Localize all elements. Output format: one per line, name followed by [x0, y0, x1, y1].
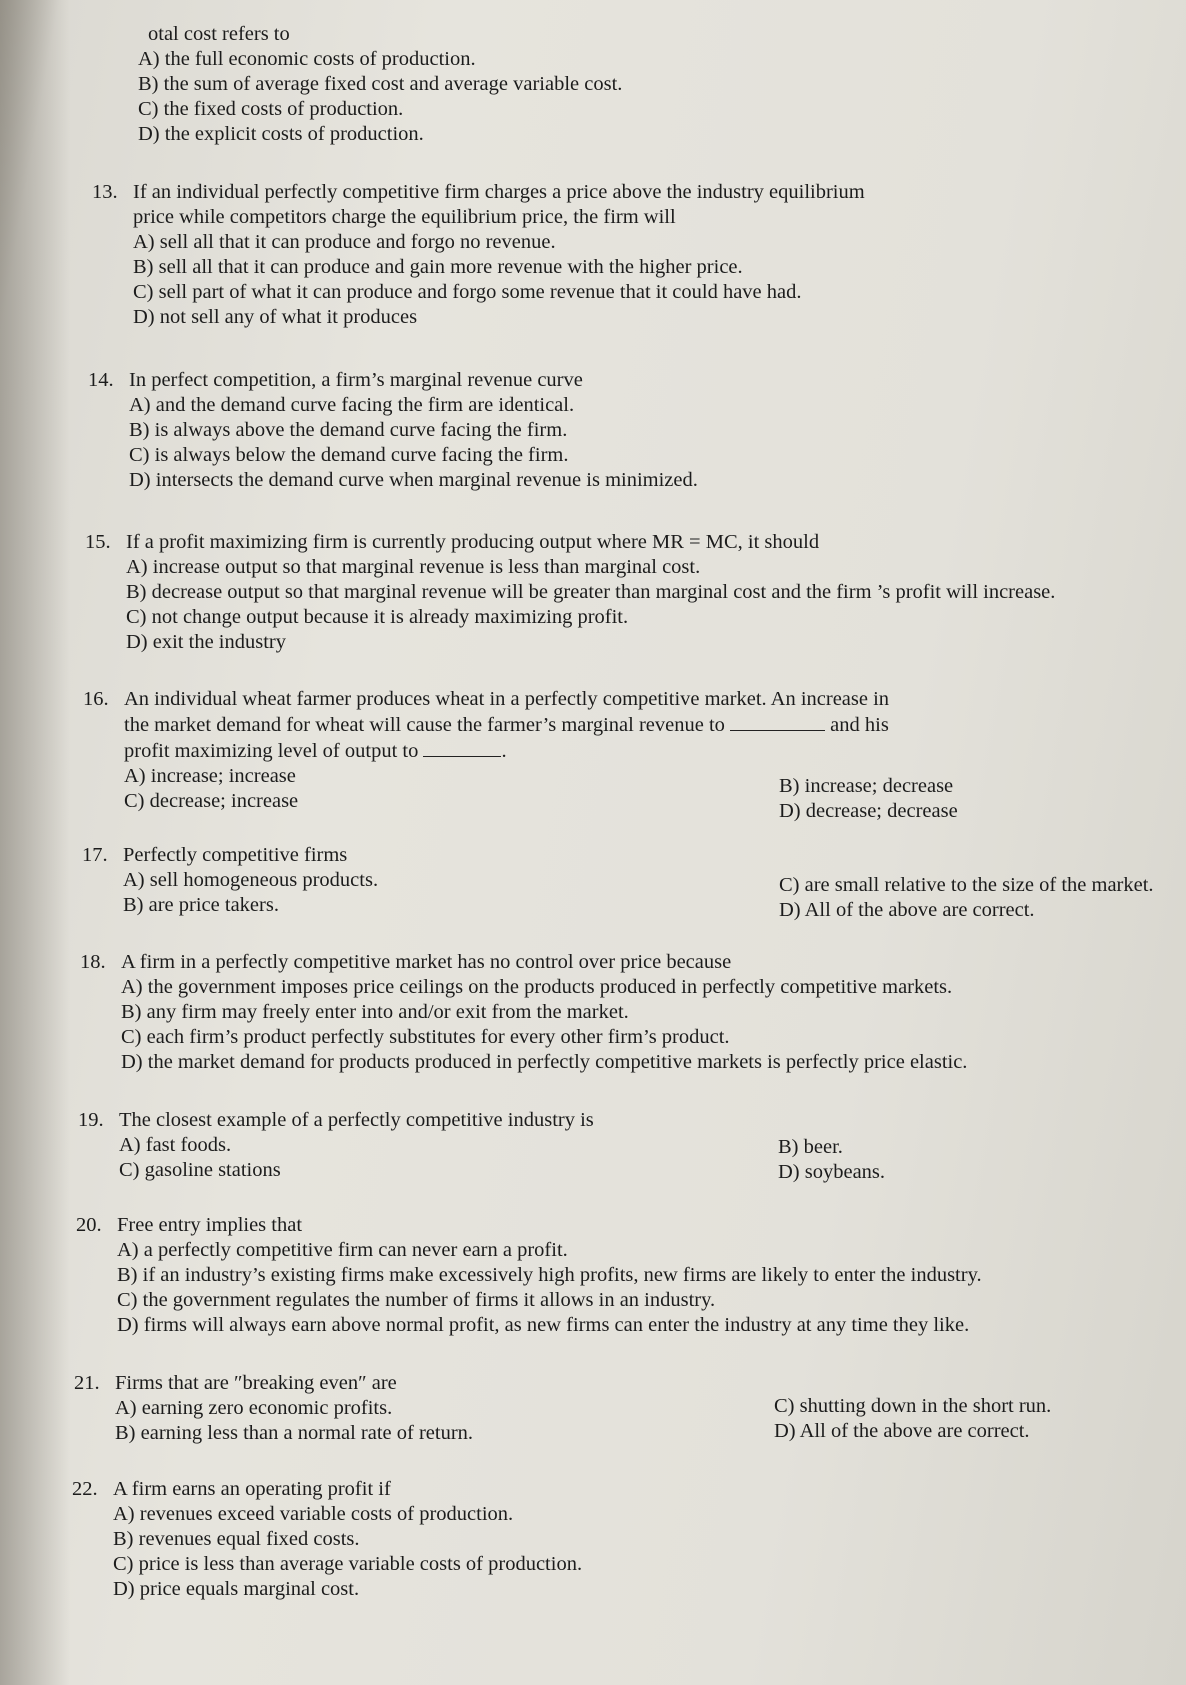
stem-period: .	[501, 740, 507, 762]
option-c: C) shutting down in the short run.	[774, 1395, 1052, 1417]
question-stem: A firm in a perfectly competitive market has no control over price because	[121, 951, 732, 973]
question-stem-part: and his	[830, 714, 889, 736]
option-a: A) revenues exceed variable costs of production.	[113, 1503, 514, 1525]
question-number: 19.	[78, 1109, 104, 1131]
option-c: C) the government regulates the number of firms it allows in an industry.	[117, 1289, 716, 1311]
question-number: 13.	[92, 181, 118, 203]
option-d: D) not sell any of what it produces	[133, 306, 418, 328]
option-d: D) soybeans.	[778, 1161, 886, 1183]
question-stem: The closest example of a perfectly competitive industry is	[119, 1109, 594, 1131]
option-c: C) sell part of what it can produce and forgo some revenue that it could have had.	[133, 281, 802, 303]
option-d: D) firms will always earn above normal profit, as new firms can enter the industry at any time they like.	[117, 1314, 970, 1336]
question-number: 15.	[85, 531, 111, 553]
option-c: C) price is less than average variable costs of production.	[113, 1553, 583, 1575]
option-d: D) All of the above are correct.	[774, 1420, 1030, 1442]
option-d: D) price equals marginal cost.	[113, 1578, 360, 1600]
option-b: B) if an industry’s existing firms make excessively high profits, new firms are likely to enter the industry.	[117, 1264, 982, 1286]
answer-blank	[423, 738, 501, 757]
question-17	[82, 843, 1154, 921]
option-c: C) the fixed costs of production.	[138, 98, 404, 120]
option-b: B) sell all that it can produce and gain more revenue with the higher price.	[133, 256, 743, 278]
question-stem: A firm earns an operating profit if	[113, 1478, 391, 1500]
option-a: A) and the demand curve facing the firm are identical.	[129, 394, 575, 416]
options-grid	[83, 764, 958, 822]
options-grid	[74, 1395, 1052, 1446]
page-edge-shadow	[0, 0, 70, 1685]
option-b: B) earning less than a normal rate of return.	[115, 1422, 474, 1444]
option-b: B) is always above the demand curve facing the firm.	[129, 419, 568, 441]
question-stem-continued: price while competitors charge the equilibrium price, the firm will	[133, 206, 676, 228]
question-21	[74, 1371, 1052, 1446]
question-stem: In perfect competition, a firm’s marginal revenue curve	[129, 369, 583, 391]
option-a: A) increase output so that marginal revenue is less than marginal cost.	[126, 556, 701, 578]
option-a: A) increase; increase	[124, 765, 296, 787]
question-number: 18.	[80, 951, 106, 973]
option-d: D) the market demand for products produced in perfectly competitive markets is perfectly price elastic.	[121, 1051, 968, 1073]
question-16	[83, 687, 958, 822]
option-c: C) decrease; increase	[124, 790, 299, 812]
option-b: B) the sum of average fixed cost and average variable cost.	[138, 73, 623, 95]
option-a: A) the government imposes price ceilings on the products produced in perfectly competitive markets.	[121, 976, 953, 998]
option-c: C) gasoline stations	[119, 1159, 281, 1181]
option-b: B) decrease output so that marginal revenue will be greater than marginal cost and the firm ’s profit will increase.	[126, 581, 1056, 603]
option-b: B) revenues equal fixed costs.	[113, 1528, 360, 1550]
options-grid	[82, 868, 1154, 921]
question-stem: Firms that are ″breaking even″ are	[115, 1372, 397, 1394]
option-b: B) any firm may freely enter into and/or exit from the market.	[121, 1001, 629, 1023]
question-number: 21.	[74, 1372, 100, 1394]
options-grid	[78, 1133, 886, 1183]
question-13	[92, 180, 865, 330]
question-22	[72, 1477, 582, 1602]
option-c: C) are small relative to the size of the market.	[779, 874, 1154, 896]
question-stem: An individual wheat farmer produces wheat in a perfectly competitive market. An increase in	[124, 688, 890, 710]
question-18	[80, 950, 967, 1075]
option-a: A) earning zero economic profits.	[115, 1397, 393, 1419]
option-d: D) exit the industry	[126, 631, 286, 653]
question-stem: Perfectly competitive firms	[123, 844, 348, 866]
option-a: A) a perfectly competitive firm can never earn a profit.	[117, 1239, 568, 1261]
option-a: A) the full economic costs of production.	[138, 48, 476, 70]
question-12	[138, 22, 623, 147]
question-number: 20.	[76, 1214, 102, 1236]
option-a: A) sell homogeneous products.	[123, 869, 379, 891]
option-b: B) are price takers.	[123, 894, 279, 916]
option-a: A) fast foods.	[119, 1134, 232, 1156]
answer-blank	[730, 712, 825, 731]
question-stem: Free entry implies that	[117, 1214, 303, 1236]
question-number: 22.	[72, 1478, 98, 1500]
option-c: C) is always below the demand curve facing the firm.	[129, 444, 569, 466]
question-15	[85, 530, 1055, 655]
option-d: D) intersects the demand curve when marginal revenue is minimized.	[129, 469, 698, 491]
question-stem-part: the market demand for wheat will cause the farmer’s marginal revenue to	[124, 714, 725, 736]
question-number: 14.	[88, 369, 114, 391]
question-20	[76, 1213, 982, 1338]
question-stem: otal cost refers to	[148, 23, 290, 45]
question-number: 17.	[82, 844, 108, 866]
option-b: B) increase; decrease	[779, 775, 954, 797]
question-19	[78, 1108, 886, 1183]
option-a: A) sell all that it can produce and forgo no revenue.	[133, 231, 556, 253]
option-d: D) the explicit costs of production.	[138, 123, 424, 145]
option-c: C) not change output because it is already maximizing profit.	[126, 606, 629, 628]
option-b: B) beer.	[778, 1136, 843, 1158]
question-stem: If an individual perfectly competitive firm charges a price above the industry equilibrium	[133, 181, 865, 203]
question-14	[88, 368, 698, 493]
question-number: 16.	[83, 688, 109, 710]
question-stem-part: profit maximizing level of output to	[124, 740, 419, 762]
question-stem: If a profit maximizing firm is currently producing output where MR = MC, it should	[126, 531, 820, 553]
option-d: D) decrease; decrease	[779, 800, 958, 822]
option-c: C) each firm’s product perfectly substitutes for every other firm’s product.	[121, 1026, 730, 1048]
option-d: D) All of the above are correct.	[779, 899, 1035, 921]
